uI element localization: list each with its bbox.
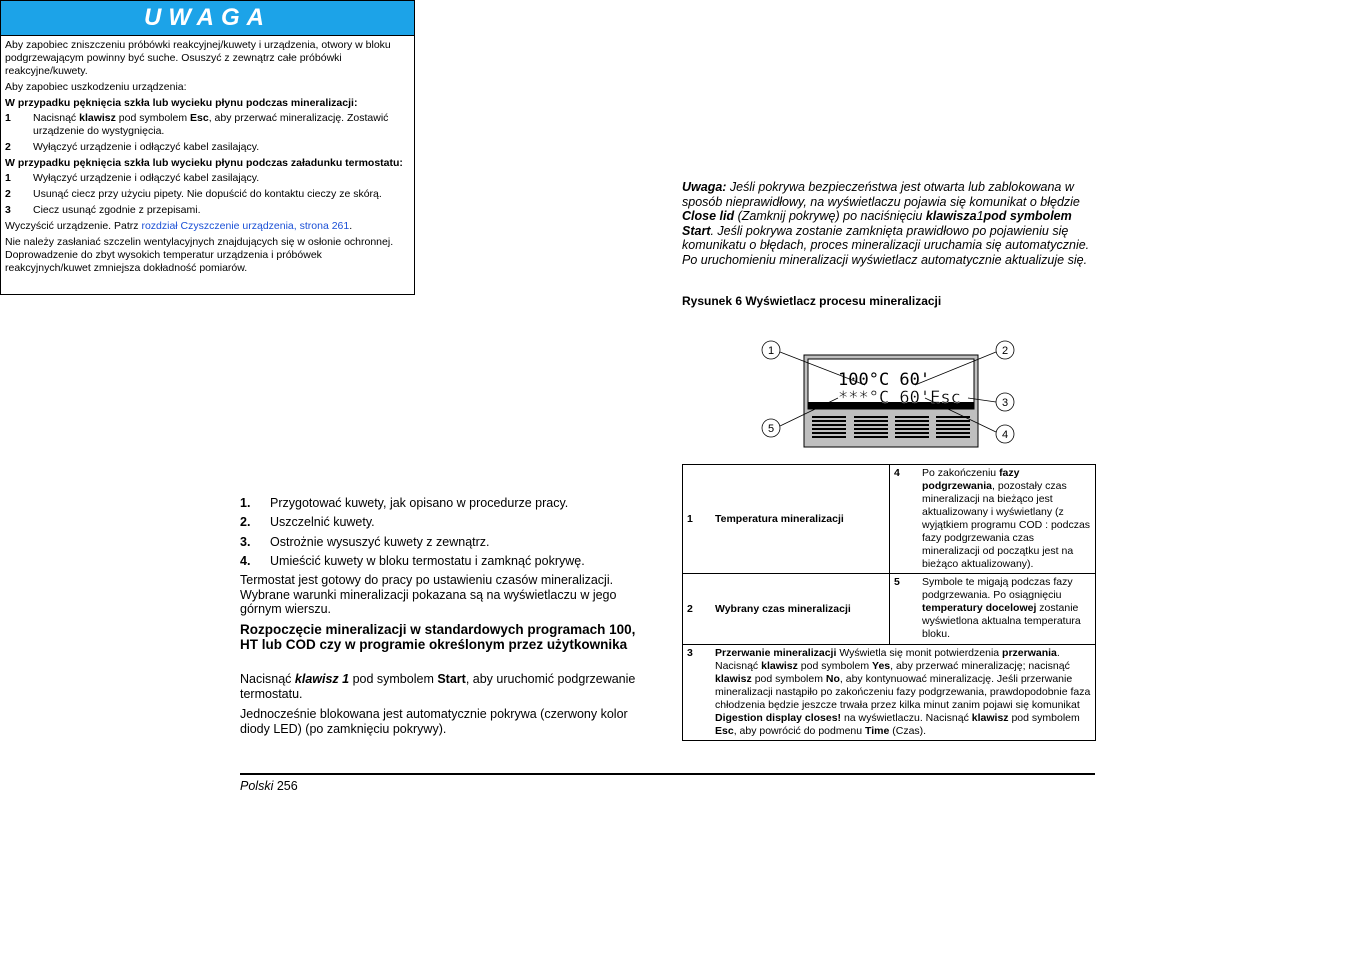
callout-number: 2	[1001, 345, 1009, 357]
text-run: Nacisnąć	[240, 672, 295, 686]
text-run-bold: Przerwanie mineralizacji	[715, 647, 837, 659]
step-number: 3.	[240, 535, 251, 549]
item-number: 4	[894, 467, 900, 479]
text-run-bold: fazy podgrzewania	[922, 467, 1020, 492]
text-run-bold: Close lid	[682, 209, 735, 223]
text-run: Jeśli pokrywa bezpieczeństwa jest otwarta lub zablokowana w sposób nieprawidłowy, na wyświetlaczu pojawia się komunikat o błędzie	[682, 180, 1080, 209]
display-figure	[760, 340, 1020, 450]
warning-box	[0, 0, 415, 295]
text-run: , aby uruchomić podgrzewanie termostatu.	[240, 672, 636, 701]
step-text: Usunąć ciecz przy użyciu pipety. Nie dopuścić do kontaktu cieczy ze skórą.	[33, 188, 382, 200]
warning-subheading: W przypadku pęknięcia szkła lub wycieku płynu podczas załadunku termostatu:	[5, 157, 403, 169]
warning-step	[5, 188, 410, 201]
text-run-bold: Yes	[872, 660, 891, 672]
paragraph-start	[240, 672, 655, 701]
warning-header	[1, 1, 414, 36]
note-paragraph	[682, 180, 1095, 267]
table-cell	[890, 465, 1096, 574]
procedure-step	[240, 554, 585, 568]
callout-3	[996, 393, 1014, 411]
item-number: 5	[894, 576, 900, 588]
warning-step	[5, 204, 410, 217]
warning-body	[1, 36, 414, 275]
text-run: Wyczyścić urządzenie. Patrz	[5, 220, 142, 232]
step-number: 1	[5, 112, 11, 124]
text-run: . Nacisnąć	[715, 647, 1060, 672]
footer-rule	[240, 773, 1095, 775]
step-text: Przygotować kuwety, jak opisano w procedurze pracy.	[270, 496, 569, 510]
step-number: 2	[5, 141, 11, 153]
procedure-step	[240, 496, 568, 510]
text-run-bold: No	[825, 673, 840, 685]
text-run-bold: pod symbolem Start	[682, 209, 1072, 238]
text-run: pod symbolem	[115, 112, 191, 124]
text-run: Wyświetla się monit potwierdzenia	[836, 647, 1003, 659]
callout-number: 3	[1001, 397, 1009, 409]
table-cell	[683, 465, 890, 574]
text-run-bold: Time	[865, 725, 890, 737]
text-run: Po zakończeniu	[922, 467, 1000, 479]
text-run: , pozostały czas mineralizacji na bieżąco jest aktualizowany i wyświetlany (z wyjątkiem programu COD : podczas fazy podgrzewania czas mineralizacji od początku jest na bieżąco aktualizowany).	[922, 480, 1091, 570]
text-run-bold: klawisz	[761, 660, 798, 672]
text-run: 1	[976, 209, 984, 223]
warning-paragraph: Aby zapobiec zniszczeniu próbówki reakcyjnej/kuwety i urządzenia, otwory w bloku podgrzewającym powinny być suche. Osuszyć z zewnątrz całe próbówki reakcyjne/kuwety.	[5, 39, 391, 77]
warning-step	[5, 172, 410, 185]
table-row	[683, 574, 1096, 645]
text-run: , aby kontynuować mineralizację. Jeśli przerwanie mineralizacji nastąpiło po zakończeniu fazy podgrzewania, prawdopodobnie faza chłodzenia będzie jeszcze trwała przez kilka minut zanim pojawi się komunikat	[715, 673, 1091, 711]
text-run: pod symbolem	[751, 673, 826, 685]
item-text	[922, 576, 1091, 641]
text-run-bold: Esc	[190, 112, 209, 124]
procedure-step	[240, 535, 490, 549]
text-run-bold: Start	[437, 672, 466, 686]
table-cell	[683, 574, 890, 645]
page-footer	[240, 779, 298, 793]
warning-step	[5, 141, 410, 154]
item-text: Wybrany czas mineralizacji	[715, 602, 851, 615]
text-run: pod symbolem	[349, 672, 438, 686]
item-number: 1	[687, 512, 693, 525]
warning-subheading: W przypadku pęknięcia szkła lub wycieku płynu podczas mineralizacji:	[5, 97, 358, 109]
text-run-bold: temperatury docelowej	[922, 602, 1037, 614]
text-run-bold: klawisz	[79, 112, 116, 124]
callout-number: 4	[1001, 429, 1009, 441]
item-text: Temperatura mineralizacji	[715, 512, 844, 525]
paragraph-lock: Jednocześnie blokowana jest automatycznie pokrywa (czerwony kolor diody LED) (po zamknięciu pokrywy).	[240, 707, 628, 736]
callout-number: 1	[767, 345, 775, 357]
step-text: Wyłączyć urządzenie i odłączyć kabel zasilający.	[33, 172, 260, 184]
text-run-bold: klawisza	[925, 209, 977, 223]
text-run-bold: Esc	[715, 725, 734, 737]
item-number: 2	[687, 602, 693, 615]
page-number: 256	[276, 779, 298, 793]
item-text	[922, 467, 1091, 571]
table-cell	[890, 574, 1096, 645]
warning-step	[5, 112, 410, 138]
text-run: (Zamknij pokrywę) po naciśnięciu	[734, 209, 926, 223]
warning-title: UWAGA	[144, 4, 271, 31]
text-run: , aby przerwać mineralizację; nacisnąć	[890, 660, 1070, 672]
table-row	[683, 465, 1096, 574]
text-run-bold-italic: klawisz 1	[294, 672, 350, 686]
item-text	[715, 647, 1091, 738]
callout-1	[762, 341, 780, 359]
step-number: 1.	[240, 496, 251, 510]
text-run: . Jeśli pokrywa zostanie zamknięta prawidłowo po pojawieniu się komunikatu o błędach, proces mineralizacji uruchamia się automatycznie. Po uruchomieniu mineralizacji wyświetlacz automatycznie aktualizuje się.	[682, 223, 1090, 267]
text-run-bold: klawisz	[971, 712, 1009, 724]
text-run-bold: przerwania	[1002, 647, 1057, 659]
step-text: Ciecz usunąć zgodnie z przepisami.	[33, 204, 201, 216]
step-text: Wyłączyć urządzenie i odłączyć kabel zasilający.	[33, 141, 260, 153]
callout-4	[996, 425, 1014, 443]
step-number: 4.	[240, 554, 251, 568]
lcd-line-2: ***°C 60'Esc	[838, 388, 961, 408]
text-run: (Czas).	[889, 725, 927, 737]
step-text	[33, 112, 410, 138]
step-number: 2.	[240, 515, 251, 529]
warning-paragraph: Nie należy zasłaniać szczelin wentylacyjnych znajdujących się w osłonie ochronnej. Doprowadzenie do zbyt wysokich temperatur urządzenia i próbówek reakcyjnych/kuwet zmniejsza dokładność pomiarów.	[5, 236, 394, 274]
section-heading: Rozpoczęcie mineralizacji w standardowych programach 100, HT lub COD czy w programie określonym przez użytkownika	[240, 622, 636, 652]
text-run: pod symbolem	[797, 660, 873, 672]
text-run-bold: Digestion display closes!	[715, 712, 842, 724]
step-number: 1	[5, 172, 11, 184]
procedure-step	[240, 515, 375, 529]
callout-number: 5	[767, 423, 775, 435]
warning-paragraph: Aby zapobiec uszkodzeniu urządzenia:	[5, 81, 187, 93]
warning-paragraph	[5, 220, 410, 233]
lcd-line-1: 100°C 60'	[838, 370, 931, 390]
callout-2	[996, 341, 1014, 359]
callout-5	[762, 419, 780, 437]
text-run: Nacisnąć	[33, 112, 80, 124]
text-run: Symbole te migają podczas fazy podgrzewania. Po osiągnięciu	[922, 576, 1073, 601]
text-run: zostanie wyświetlona aktualna temperatura bloku.	[922, 602, 1081, 640]
step-number: 2	[5, 188, 11, 200]
table-cell	[683, 645, 1096, 741]
text-run: , aby powrócić do podmenu	[733, 725, 866, 737]
text-run: na wyświetlaczu. Nacisnąć	[841, 712, 972, 724]
text-run: pod symbolem	[1008, 712, 1080, 724]
footer-language: Polski	[240, 779, 274, 793]
legend-table	[682, 464, 1096, 741]
note-label: Uwaga:	[682, 180, 727, 194]
paragraph-ready: Termostat jest gotowy do pracy po ustawieniu czasów mineralizacji. Wybrane warunki mineralizacji pokazana są na wyświetlaczu w jego górnym wierszu.	[240, 573, 617, 616]
step-number: 3	[5, 204, 11, 216]
table-row	[683, 645, 1096, 741]
text-run-bold: klawisz	[715, 673, 752, 685]
step-text: Umieścić kuwety w bloku termostatu i zamknąć pokrywę.	[270, 554, 585, 568]
item-number: 3	[687, 647, 693, 659]
step-text: Ostrożnie wysuszyć kuwety z zewnątrz.	[270, 535, 490, 549]
step-text: Uszczelnić kuwety.	[270, 515, 375, 529]
text-run: , aby przerwać mineralizację. Zostawić urządzenie do wystygnięcia.	[33, 112, 389, 137]
cleaning-section-link[interactable]: rozdział Czyszczenie urządzenia, strona 261	[141, 220, 350, 232]
figure-caption: Rysunek 6 Wyświetlacz procesu mineralizacji	[682, 294, 942, 308]
text-run: .	[349, 220, 353, 232]
